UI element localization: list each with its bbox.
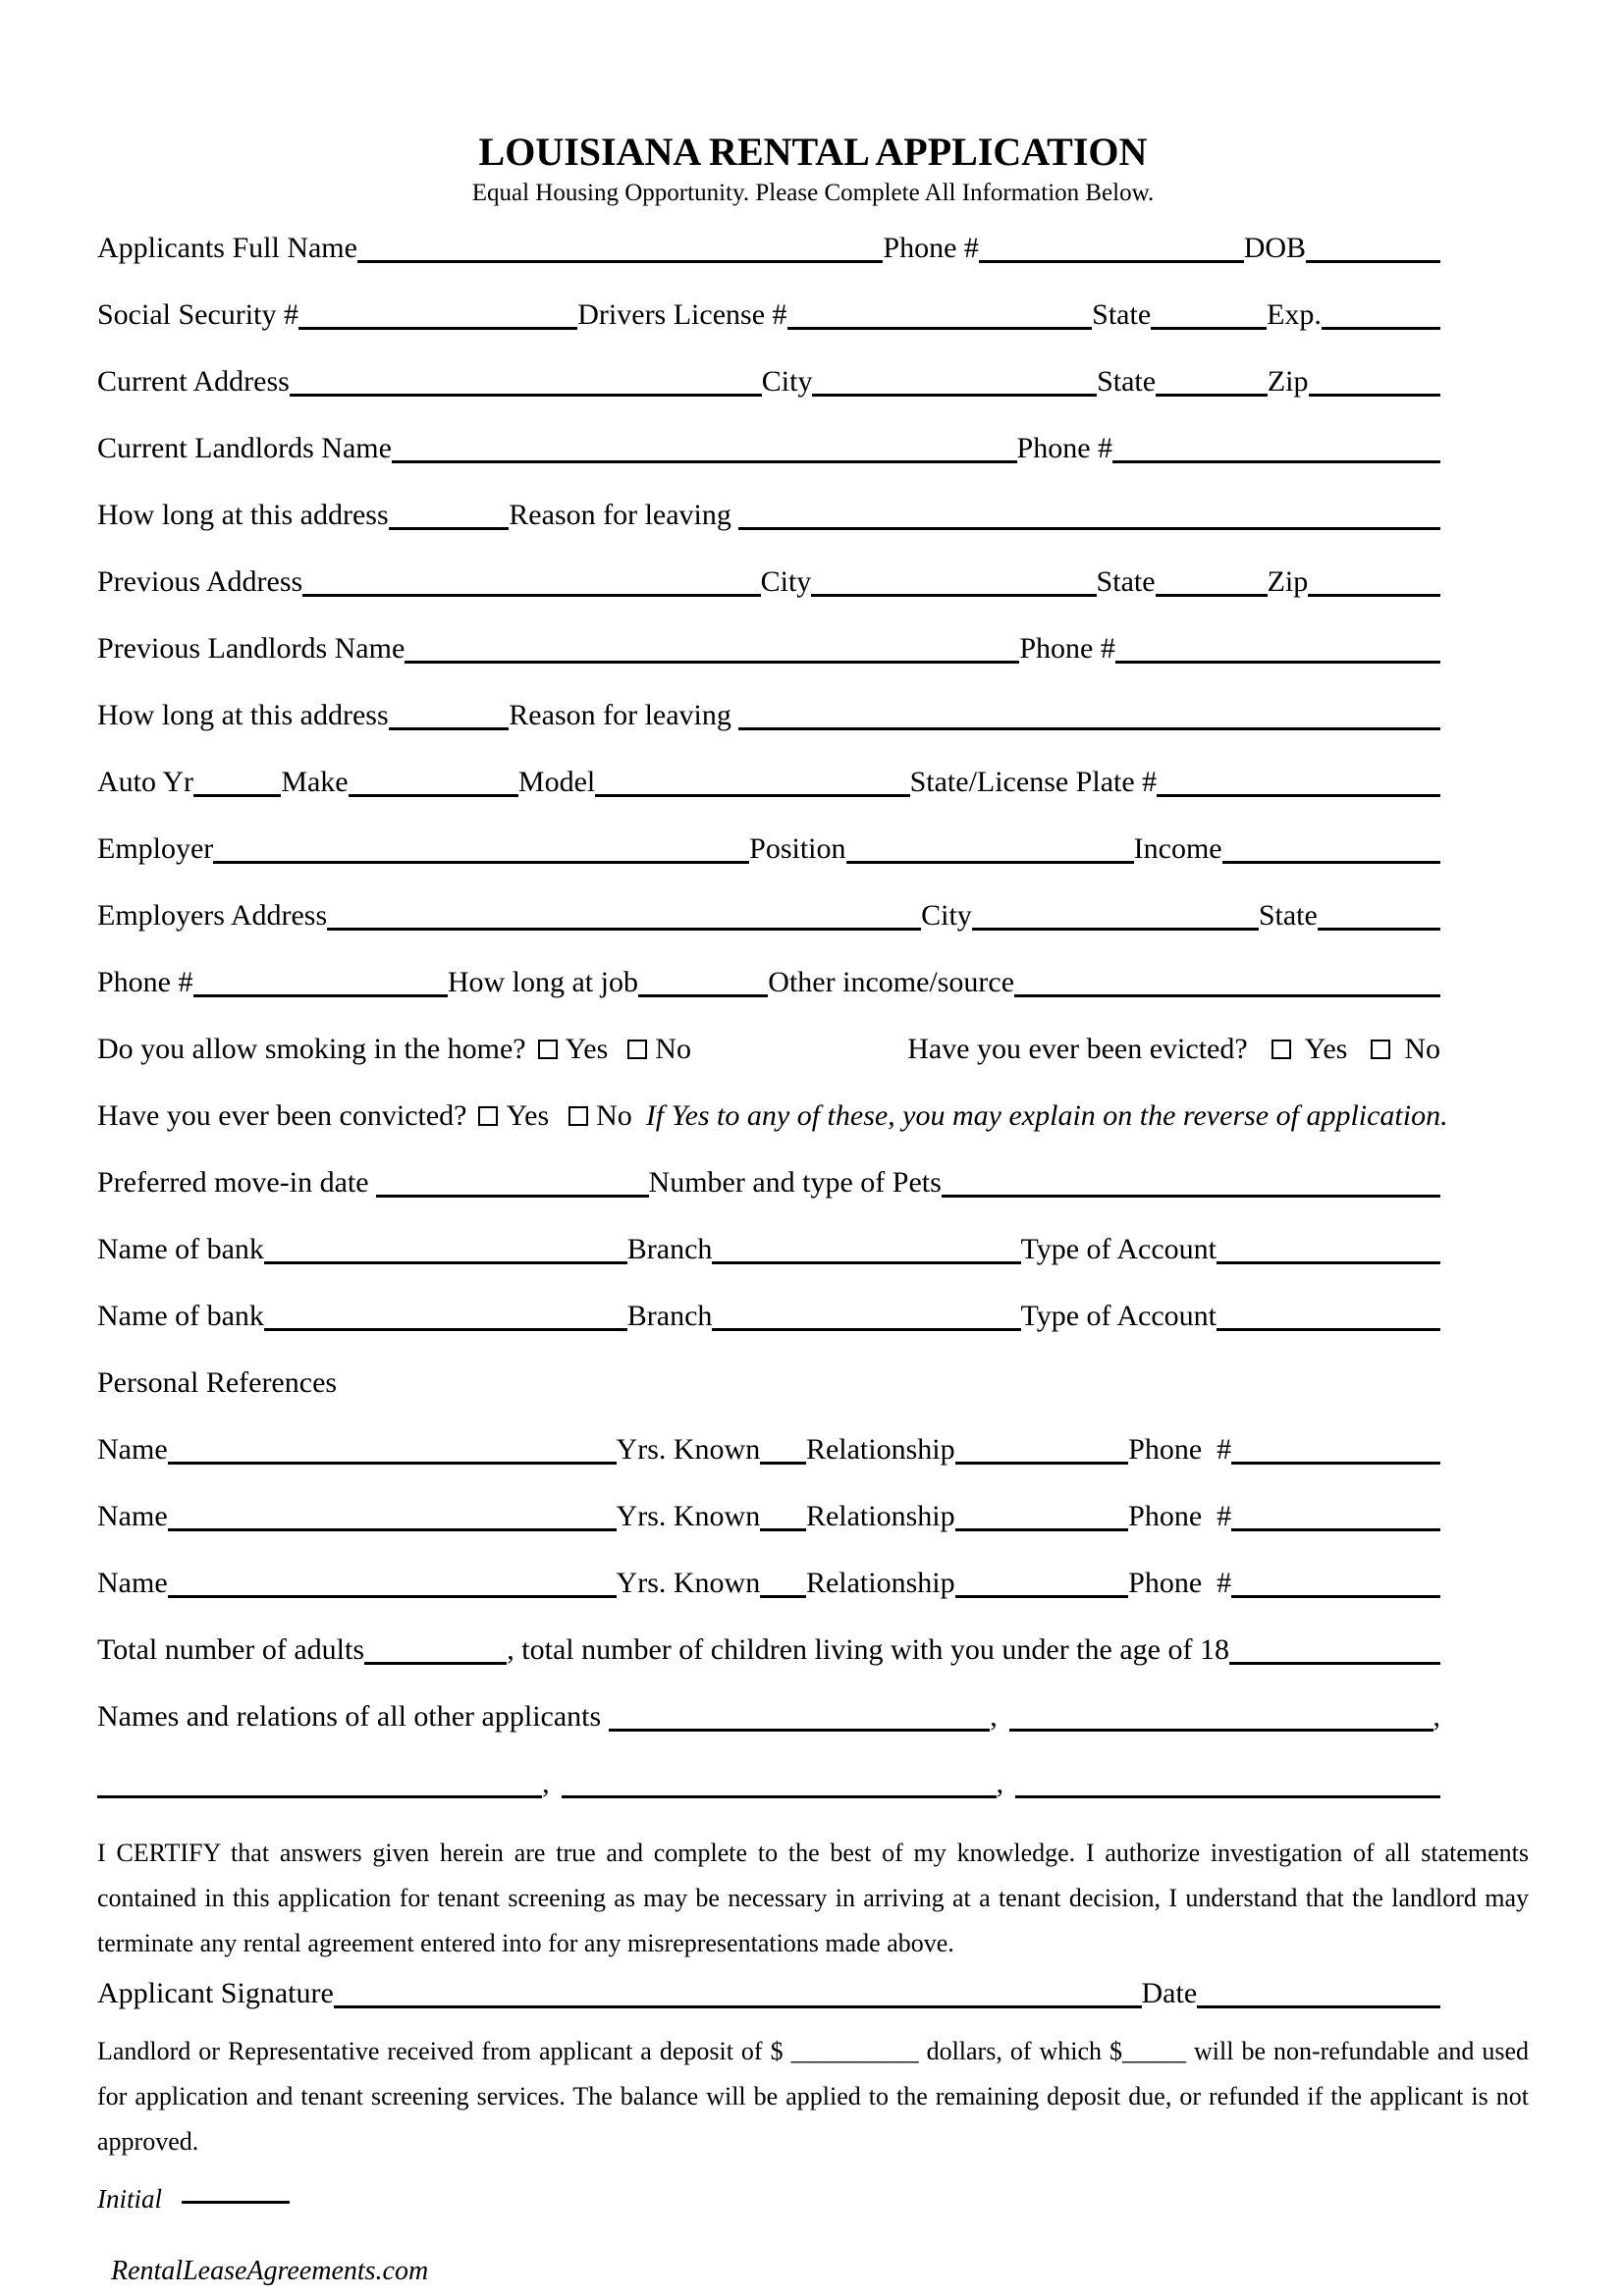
page-subtitle: Equal Housing Opportunity. Please Complete All Information Below. xyxy=(471,180,1155,206)
other-applicant-blank[interactable] xyxy=(1009,1729,1434,1732)
income-blank[interactable] xyxy=(1222,861,1440,864)
current-landlords-name-blank[interactable] xyxy=(392,460,1017,463)
previous-landlords-name-label: Previous Landlords Name xyxy=(97,632,406,665)
income-label: Income xyxy=(1133,832,1222,865)
row-current-address xyxy=(97,348,1440,415)
comma: , xyxy=(990,1700,998,1733)
previous-landlords-name-blank[interactable] xyxy=(405,661,1019,664)
row-move-in-pets xyxy=(97,1149,1440,1216)
yes-label: Yes xyxy=(565,1033,609,1065)
no-label: No xyxy=(596,1099,632,1132)
other-applicant-blank[interactable] xyxy=(1015,1795,1440,1798)
employers-address-label: Employers Address xyxy=(97,899,328,932)
smoking-no-checkbox[interactable] xyxy=(627,1040,647,1059)
position-label: Position xyxy=(749,832,846,865)
how-long-at-address-label: How long at this address xyxy=(97,499,389,531)
social-security-label: Social Security # xyxy=(97,298,298,331)
reference-name-blank[interactable] xyxy=(168,1462,617,1465)
state-label: State xyxy=(1092,298,1152,331)
no-label: No xyxy=(1404,1033,1440,1065)
previous-address-label: Previous Address xyxy=(97,565,303,598)
row-current-landlord xyxy=(97,415,1440,482)
row-employers-address xyxy=(97,882,1440,949)
how-long-blank[interactable] xyxy=(389,727,510,730)
current-address-blank[interactable] xyxy=(290,394,762,397)
evicted-no-checkbox[interactable] xyxy=(1371,1040,1390,1059)
comma: , xyxy=(542,1767,550,1799)
row-personal-references-heading xyxy=(97,1350,1440,1416)
reason-for-leaving-blank[interactable] xyxy=(738,727,1440,730)
no-label: No xyxy=(655,1033,691,1065)
comma: , xyxy=(1433,1700,1440,1733)
yes-label: Yes xyxy=(1304,1033,1348,1065)
social-security-blank[interactable] xyxy=(298,327,577,330)
branch-label: Branch xyxy=(626,1300,713,1332)
evicted-question-label: Have you ever been evicted? xyxy=(907,1033,1248,1065)
state-blank[interactable] xyxy=(1156,594,1268,597)
row-initial xyxy=(97,2184,1529,2215)
how-long-blank[interactable] xyxy=(389,527,510,530)
branch-blank[interactable] xyxy=(712,1328,1020,1331)
date-blank[interactable] xyxy=(1197,2005,1440,2008)
initial-space xyxy=(169,2184,176,2214)
zip-label: Zip xyxy=(1267,365,1309,398)
total-adults-label: Total number of adults xyxy=(97,1633,365,1666)
applicants-full-name-label: Applicants Full Name xyxy=(97,232,357,264)
reference-phone-label: Phone # xyxy=(1128,1567,1232,1599)
comma: , xyxy=(996,1767,1004,1799)
row-how-long-current xyxy=(97,482,1440,549)
current-landlords-name-label: Current Landlords Name xyxy=(97,432,392,464)
branch-label: Branch xyxy=(626,1233,713,1265)
other-applicants-label: Names and relations of all other applicants xyxy=(97,1700,609,1733)
application-form xyxy=(97,215,1448,1817)
reference-phone-blank[interactable] xyxy=(1231,1595,1440,1598)
relationship-label: Relationship xyxy=(805,1567,955,1599)
deposit-paragraph: Landlord or Representative received from applicant a deposit of $ __________ dollars, of which $_____ will be non-refundable and used for application and tenant screening services. The balance will be applied to the remaining deposit due, or refunded if the applicant is not approved. xyxy=(97,2037,1529,2156)
convicted-no-checkbox[interactable] xyxy=(568,1106,588,1126)
state-label: State xyxy=(1097,365,1157,398)
branch-blank[interactable] xyxy=(712,1261,1020,1264)
auto-yr-blank[interactable] xyxy=(193,794,281,797)
phone-label: Phone # xyxy=(1019,632,1115,665)
name-of-bank-label: Name of bank xyxy=(97,1233,264,1265)
model-blank[interactable] xyxy=(595,794,909,797)
city-label: City xyxy=(760,565,812,598)
row-previous-landlord xyxy=(97,615,1440,682)
landlord-phone-blank[interactable] xyxy=(1112,460,1440,463)
yrs-known-blank[interactable] xyxy=(760,1528,806,1531)
personal-references-label: Personal References xyxy=(97,1366,338,1399)
relationship-label: Relationship xyxy=(805,1500,955,1532)
employer-blank[interactable] xyxy=(213,861,749,864)
relationship-blank[interactable] xyxy=(955,1595,1129,1598)
row-applicant-name xyxy=(97,215,1440,282)
other-applicant-blank[interactable] xyxy=(97,1795,542,1798)
make-blank[interactable] xyxy=(349,794,518,797)
yrs-known-label: Yrs. Known xyxy=(616,1433,761,1466)
zip-blank[interactable] xyxy=(1308,594,1440,597)
reason-for-leaving-label: Reason for leaving xyxy=(509,699,739,731)
relationship-blank[interactable] xyxy=(955,1462,1129,1465)
state-label: State xyxy=(1258,899,1318,932)
initial-label: Initial xyxy=(97,2184,162,2214)
pets-blank[interactable] xyxy=(942,1195,1440,1198)
row-convicted xyxy=(97,1083,1448,1149)
reference-phone-label: Phone # xyxy=(1128,1433,1232,1466)
yrs-known-blank[interactable] xyxy=(760,1462,806,1465)
zip-label: Zip xyxy=(1267,565,1309,598)
phone-blank[interactable] xyxy=(979,260,1244,263)
city-blank[interactable] xyxy=(812,394,1097,397)
number-and-type-of-pets-label: Number and type of Pets xyxy=(648,1166,942,1199)
position-blank[interactable] xyxy=(846,861,1134,864)
other-income-source-label: Other income/source xyxy=(768,966,1015,998)
dob-label: DOB xyxy=(1243,232,1307,264)
applicant-signature-label: Applicant Signature xyxy=(97,1977,334,2009)
license-plate-blank[interactable] xyxy=(1157,794,1440,797)
preferred-move-in-date-label: Preferred move-in date xyxy=(97,1166,377,1199)
row-ssn-license xyxy=(97,282,1440,348)
yrs-known-label: Yrs. Known xyxy=(616,1567,761,1599)
row-bank-1 xyxy=(97,1216,1440,1283)
phone-label: Phone # xyxy=(883,232,979,264)
other-applicant-blank[interactable] xyxy=(609,1729,991,1732)
name-of-bank-label: Name of bank xyxy=(97,1300,264,1332)
phone-label: Phone # xyxy=(97,966,193,998)
city-label: City xyxy=(921,899,972,932)
reference-name-label: Name xyxy=(97,1500,168,1532)
row-work-phone xyxy=(97,949,1440,1016)
how-long-at-job-blank[interactable] xyxy=(638,994,768,997)
employers-address-blank[interactable] xyxy=(327,928,921,931)
current-address-label: Current Address xyxy=(97,365,290,398)
row-employer xyxy=(97,816,1440,882)
type-of-account-label: Type of Account xyxy=(1020,1233,1217,1265)
how-long-at-job-label: How long at job xyxy=(447,966,638,998)
bank-name-blank[interactable] xyxy=(264,1261,627,1264)
city-blank[interactable] xyxy=(811,594,1096,597)
reference-name-label: Name xyxy=(97,1433,168,1466)
drivers-license-label: Drivers License # xyxy=(577,298,787,331)
phone-label: Phone # xyxy=(1016,432,1113,464)
account-type-blank[interactable] xyxy=(1217,1261,1440,1264)
previous-landlord-phone-blank[interactable] xyxy=(1115,661,1440,664)
bank-name-blank[interactable] xyxy=(264,1328,627,1331)
yes-label: Yes xyxy=(506,1099,550,1132)
reference-name-blank[interactable] xyxy=(168,1595,617,1598)
row-other-applicants-continued xyxy=(97,1750,1440,1817)
type-of-account-label: Type of Account xyxy=(1020,1300,1217,1332)
reference-name-blank[interactable] xyxy=(168,1528,617,1531)
total-children-label: , total number of children living with you under the age of 18 xyxy=(507,1633,1229,1666)
account-type-blank[interactable] xyxy=(1217,1328,1440,1331)
yrs-known-label: Yrs. Known xyxy=(616,1500,761,1532)
zip-blank[interactable] xyxy=(1309,394,1440,397)
work-phone-blank[interactable] xyxy=(193,994,448,997)
row-how-long-previous xyxy=(97,682,1440,749)
previous-address-blank[interactable] xyxy=(302,594,760,597)
reference-phone-label: Phone # xyxy=(1128,1500,1232,1532)
relationship-label: Relationship xyxy=(805,1433,955,1466)
state-license-plate-label: State/License Plate # xyxy=(909,766,1158,798)
exp-blank[interactable] xyxy=(1322,327,1440,330)
dob-blank[interactable] xyxy=(1306,260,1440,263)
how-long-at-address-label: How long at this address xyxy=(97,699,389,731)
state-blank[interactable] xyxy=(1151,327,1267,330)
total-adults-blank[interactable] xyxy=(364,1662,507,1665)
explain-note: If Yes to any of these, you may explain on the reverse of application. xyxy=(645,1099,1448,1132)
reference-phone-blank[interactable] xyxy=(1231,1528,1440,1531)
employer-label: Employer xyxy=(97,832,214,865)
applicants-full-name-blank[interactable] xyxy=(357,260,883,263)
row-previous-address xyxy=(97,549,1440,615)
row-reference-1 xyxy=(97,1416,1440,1483)
reference-phone-blank[interactable] xyxy=(1231,1462,1440,1465)
row-signature xyxy=(97,1968,1440,2019)
convicted-yes-checkbox[interactable] xyxy=(478,1106,498,1126)
total-children-blank[interactable] xyxy=(1229,1662,1440,1665)
evicted-yes-checkbox[interactable] xyxy=(1271,1040,1291,1059)
model-label: Model xyxy=(517,766,596,798)
employer-state-blank[interactable] xyxy=(1318,928,1440,931)
initial-blank[interactable] xyxy=(182,2201,290,2204)
date-label: Date xyxy=(1141,1977,1198,2009)
drivers-license-blank[interactable] xyxy=(787,327,1093,330)
row-reference-3 xyxy=(97,1550,1440,1617)
smoking-yes-checkbox[interactable] xyxy=(538,1040,558,1059)
reason-for-leaving-label: Reason for leaving xyxy=(509,499,739,531)
reference-name-label: Name xyxy=(97,1567,168,1599)
row-reference-2 xyxy=(97,1483,1440,1550)
make-label: Make xyxy=(281,766,349,798)
row-bank-2 xyxy=(97,1283,1440,1350)
exp-label: Exp. xyxy=(1267,298,1322,331)
certify-paragraph: I CERTIFY that answers given herein are true and complete to the best of my knowledge. I authorize investigation of all statements contained in this application for tenant screening as may be necessary in arriving at a tenant decision, I understand that the landlord may terminate any rental agreement entered into for any misrepresentations made above. xyxy=(97,1839,1529,1957)
auto-yr-label: Auto Yr xyxy=(97,766,194,798)
yrs-known-blank[interactable] xyxy=(760,1595,806,1598)
state-label: State xyxy=(1096,565,1156,598)
row-smoking-evicted xyxy=(97,1016,1440,1083)
convicted-question-label: Have you ever been convicted? xyxy=(97,1099,467,1132)
employer-city-blank[interactable] xyxy=(972,928,1259,931)
page-title: LOUISIANA RENTAL APPLICATION xyxy=(478,130,1148,174)
footer-site-name: RentalLeaseAgreements.com xyxy=(111,2256,429,2286)
row-occupants xyxy=(97,1617,1440,1683)
row-other-applicants xyxy=(97,1683,1440,1750)
move-in-date-blank[interactable] xyxy=(376,1195,648,1198)
other-applicant-blank[interactable] xyxy=(562,1795,997,1798)
smoking-question-label: Do you allow smoking in the home? xyxy=(97,1033,526,1065)
state-blank[interactable] xyxy=(1156,394,1268,397)
row-auto xyxy=(97,749,1440,816)
applicant-signature-blank[interactable] xyxy=(334,2005,1142,2008)
relationship-blank[interactable] xyxy=(955,1528,1129,1531)
city-label: City xyxy=(761,365,813,398)
other-income-blank[interactable] xyxy=(1014,994,1440,997)
reason-for-leaving-blank[interactable] xyxy=(738,527,1440,530)
